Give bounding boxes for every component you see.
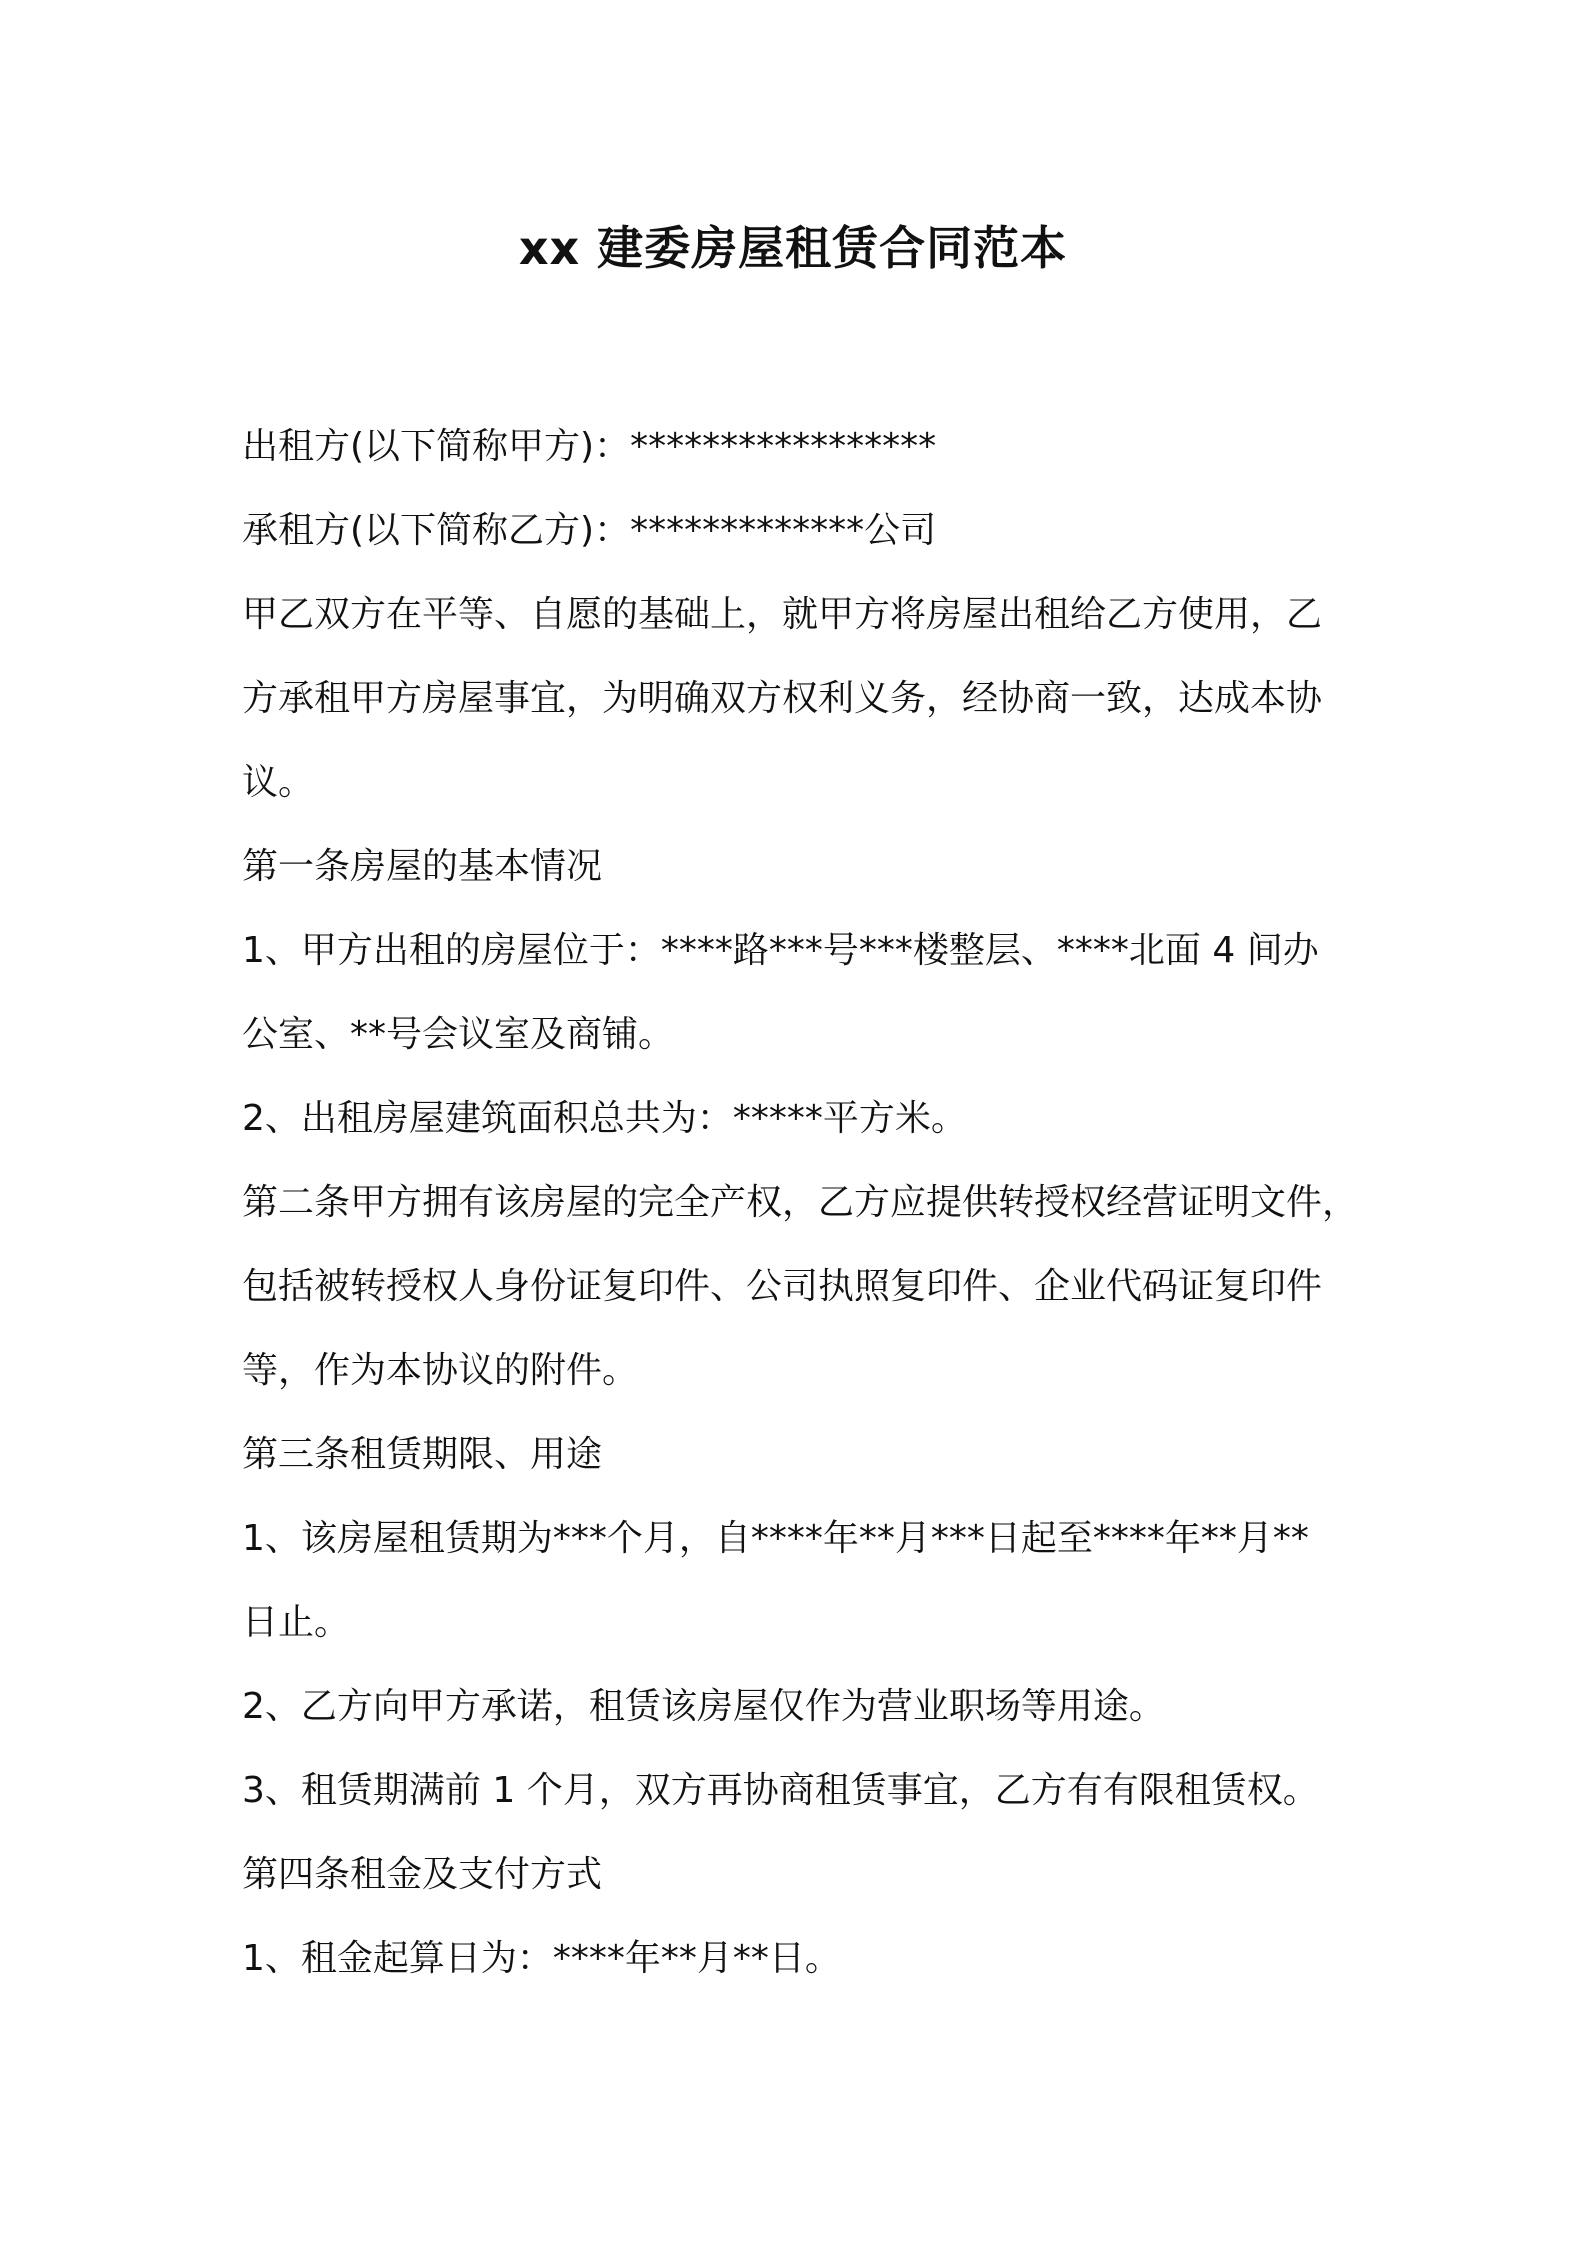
article-2-line-1: 第二条甲方拥有该房屋的完全产权，乙方应提供转授权经营证明文件， <box>242 1182 1359 1223</box>
party-b-line: 承租方(以下简称乙方)：*************公司 <box>242 510 937 551</box>
document-title: xx 建委房屋租赁合同范本 <box>518 221 1068 275</box>
article-3-item-3: 3、租赁期满前 1 个月，双方再协商租赁事宜，乙方有有限租赁权。 <box>242 1770 1319 1811</box>
article-3-item-2: 2、乙方向甲方承诺，租赁该房屋仅作为营业职场等用途。 <box>242 1686 1165 1727</box>
article-4-heading: 第四条租金及支付方式 <box>242 1854 603 1895</box>
article-3-item-1-line-2: 日止。 <box>242 1602 351 1643</box>
party-a-line: 出租方(以下简称甲方)：***************** <box>242 426 937 467</box>
article-1-item-1-line-1: 1、甲方出租的房屋位于：****路***号***楼整层、****北面 4 间办 <box>242 930 1319 971</box>
article-1-heading: 第一条房屋的基本情况 <box>242 846 603 887</box>
preamble-line-3: 议。 <box>242 762 315 803</box>
preamble-line-2: 方承租甲方房屋事宜，为明确双方权利义务，经协商一致，达成本协 <box>242 678 1323 719</box>
preamble-line-1: 甲乙双方在平等、自愿的基础上，就甲方将房屋出租给乙方使用，乙 <box>242 594 1323 635</box>
article-3-item-1-line-1: 1、该房屋租赁期为***个月，自****年**月***日起至****年**月** <box>242 1518 1309 1559</box>
article-2-line-2: 包括被转授权人身份证复印件、公司执照复印件、企业代码证复印件 <box>242 1266 1323 1307</box>
article-1-item-1-line-2: 公室、**号会议室及商铺。 <box>242 1014 675 1055</box>
article-2-line-3: 等，作为本协议的附件。 <box>242 1350 639 1391</box>
article-4-item-1: 1、租金起算日为：****年**月**日。 <box>242 1938 841 1979</box>
article-1-item-2: 2、出租房屋建筑面积总共为：*****平方米。 <box>242 1098 967 1139</box>
document-body <box>242 405 1382 2001</box>
article-3-heading: 第三条租赁期限、用途 <box>242 1434 603 1475</box>
